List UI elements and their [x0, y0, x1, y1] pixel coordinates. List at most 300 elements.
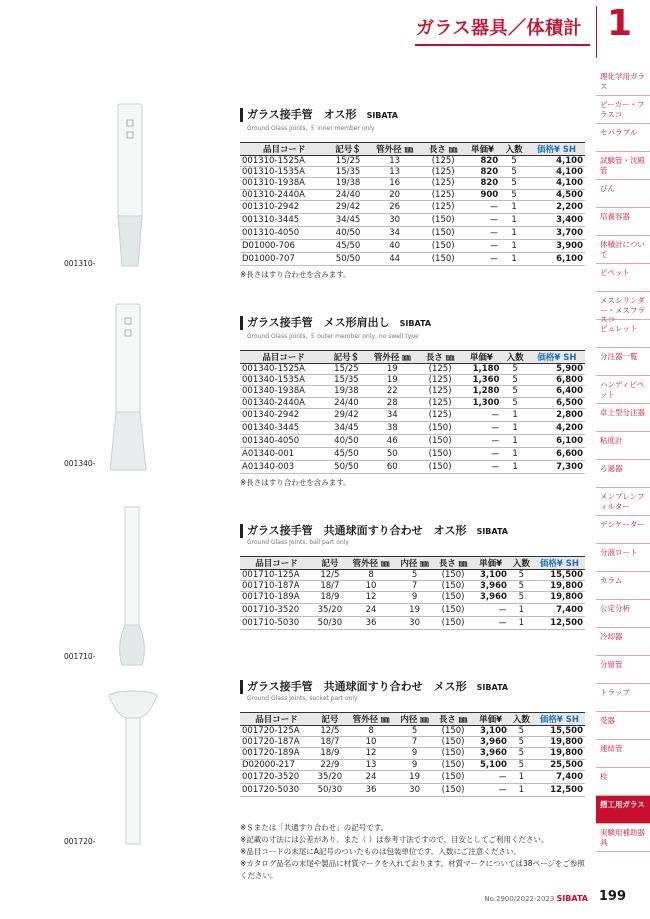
table-header: 記号	[313, 557, 347, 570]
table-row	[240, 570, 585, 581]
table-header: 管外径 ㎜	[366, 351, 419, 364]
table-cell: 19,800	[534, 592, 585, 603]
table-cell: 19	[395, 770, 433, 783]
brand-logo: SIBATA	[476, 683, 509, 692]
table-cell: 001310-2942	[240, 200, 329, 213]
table-cell: 5	[501, 364, 528, 375]
table-cell: (150)	[434, 616, 472, 629]
table-cell: 24	[347, 603, 396, 616]
table-cell: 001720-5030	[240, 783, 313, 796]
table-row	[240, 239, 585, 252]
table-cell: －	[472, 783, 509, 796]
table-cell: 12/5	[313, 570, 347, 581]
table-cell: 3,960	[472, 737, 509, 748]
footnote: ※＄または「共通すり合わせ」の記号です。	[240, 823, 389, 832]
table-cell: －	[472, 603, 509, 616]
table-cell: (150)	[434, 748, 472, 759]
table-cell: 1,280	[461, 386, 501, 397]
section-note: ※長さはすり合わせを含みます。	[240, 477, 351, 487]
table-cell: 36	[347, 616, 396, 629]
sidebar-item[interactable]: ハンディピペット	[596, 376, 650, 404]
sidebar-item[interactable]: ビーカー・フラスコ	[596, 96, 650, 124]
table-row	[240, 213, 585, 226]
table-cell: 6,500	[529, 397, 585, 408]
table-cell: (125)	[422, 156, 465, 167]
table-row	[240, 581, 585, 592]
table-cell: 40	[368, 239, 422, 252]
table-cell: 25,500	[534, 759, 585, 770]
table-cell: 001340-1535A	[240, 375, 327, 386]
table-cell: 1	[500, 239, 528, 252]
table-cell: 29/42	[329, 200, 368, 213]
table-cell: －	[461, 434, 501, 447]
table-cell: 30	[368, 213, 422, 226]
table-cell: 38	[366, 421, 419, 434]
table-cell: 12	[347, 748, 396, 759]
section-title-text: ガラス接手管 共通球面すり合わせ オス形	[247, 524, 467, 537]
section-female-joint	[240, 316, 585, 488]
table-cell: 20	[368, 189, 422, 200]
table-cell: 5,100	[472, 759, 509, 770]
table-cell: 7,400	[534, 770, 585, 783]
table-cell: 001720-3520	[240, 770, 313, 783]
product-image-001340	[106, 300, 150, 475]
section-title	[240, 108, 585, 122]
table-cell: (150)	[434, 603, 472, 616]
table-cell: 3,960	[472, 592, 509, 603]
table-cell: 5	[509, 570, 534, 581]
table-cell: 5	[500, 156, 528, 167]
sidebar-item[interactable]: 摺工用ガラス	[596, 796, 650, 824]
table-cell: 13	[347, 759, 396, 770]
table-cell: 12/5	[313, 726, 347, 737]
table-cell: 5	[500, 178, 528, 189]
table-cell: 5	[395, 726, 433, 737]
sidebar-item[interactable]: メンブレンフィルター	[596, 488, 650, 516]
table-cell: 900	[465, 189, 501, 200]
table-row	[240, 408, 585, 421]
sidebar-item[interactable]: 分液ロート	[596, 544, 650, 572]
table-header: 管外径 ㎜	[347, 557, 396, 570]
table-cell: 001720-125A	[240, 726, 313, 737]
table-header: 品目コード	[240, 557, 313, 570]
footnote: ※記載の寸法には公差があり、また（ ）は参考寸法ですので、目安としてご利用ください。	[240, 835, 549, 844]
brand-logo: SIBATA	[366, 111, 398, 120]
table-cell: 6,600	[529, 447, 585, 460]
table-cell: 13	[368, 156, 422, 167]
table-cell: (150)	[434, 770, 472, 783]
table-cell: 15/35	[327, 375, 365, 386]
sidebar-item[interactable]: 受器	[596, 712, 650, 740]
table-row	[240, 447, 585, 460]
table-cell: 34	[368, 226, 422, 239]
table-cell: (125)	[422, 189, 465, 200]
price-table	[240, 350, 585, 474]
sidebar-item[interactable]: メスシリンダー・メスフラスコ	[596, 292, 650, 320]
table-row	[240, 616, 585, 629]
table-cell: 10	[347, 581, 396, 592]
footer-brand: SIBATA	[556, 894, 588, 903]
table-cell: 45/50	[329, 239, 368, 252]
table-cell: 9	[395, 748, 433, 759]
section-subtitle: Ground Glass Joints, ＄ inner member only	[247, 125, 375, 132]
table-cell: 60	[366, 460, 419, 473]
sidebar-item[interactable]: 連結管	[596, 740, 650, 768]
table-row	[240, 386, 585, 397]
table-row	[240, 783, 585, 796]
table-header: 単価¥	[472, 713, 509, 726]
table-cell: －	[465, 239, 501, 252]
table-cell: (150)	[422, 252, 465, 265]
table-cell: －	[472, 616, 509, 629]
table-cell: 35/20	[313, 770, 347, 783]
table-cell: 50/30	[313, 616, 347, 629]
table-cell: 26	[368, 200, 422, 213]
table-cell: 16	[368, 178, 422, 189]
table-cell: (125)	[419, 364, 461, 375]
section-subtitle: Ground Glass Joints, ball part only	[247, 539, 349, 546]
table-cell: 001340-1938A	[240, 386, 327, 397]
table-cell: 7	[395, 581, 433, 592]
table-cell: 1	[501, 460, 528, 473]
table-cell: 5	[509, 581, 534, 592]
table-cell: (150)	[422, 213, 465, 226]
table-cell: 30	[395, 616, 433, 629]
table-cell: －	[465, 226, 501, 239]
table-cell: 4,200	[529, 421, 585, 434]
section-ball-joint-male	[240, 524, 585, 630]
footnote: ※カタログ品名の末尾や製品に材質マークを入れております。材質マークについては38ページをご参照ください。	[240, 859, 585, 880]
table-row	[240, 770, 585, 783]
table-cell: (125)	[419, 408, 461, 421]
sidebar-item[interactable]: 公定分析	[596, 600, 650, 628]
table-cell: (150)	[434, 726, 472, 737]
table-header: 入数	[509, 557, 534, 570]
table-header: 長さ ㎜	[434, 713, 472, 726]
table-header: 入数	[501, 351, 528, 364]
table-cell: 3,400	[528, 213, 585, 226]
table-cell: 5	[395, 570, 433, 581]
table-header: 単価¥	[461, 351, 501, 364]
table-cell: (125)	[422, 200, 465, 213]
table-cell: 1	[501, 434, 528, 447]
table-cell: 34/45	[329, 213, 368, 226]
sidebar-item[interactable]: デシケーター	[596, 516, 650, 544]
table-cell: 30	[395, 783, 433, 796]
table-cell: 24/40	[329, 189, 368, 200]
section-title-text: ガラス接手管 共通球面すり合わせ メス形	[247, 680, 467, 693]
table-cell: 1	[500, 200, 528, 213]
table-cell: 5	[509, 737, 534, 748]
table-cell: －	[465, 213, 501, 226]
table-cell: 5	[501, 386, 528, 397]
table-cell: 001710-187A	[240, 581, 313, 592]
section-subtitle: Ground Glass Joints, ＄ outer member only, no swell type	[247, 333, 419, 340]
table-cell: 22	[366, 386, 419, 397]
table-cell: 19,800	[534, 748, 585, 759]
table-cell: (150)	[434, 759, 472, 770]
table-cell: －	[461, 408, 501, 421]
footer-catalog	[484, 894, 588, 903]
table-header: 入数	[500, 143, 528, 156]
table-cell: 6,100	[528, 252, 585, 265]
product-id-label: 001340-	[64, 459, 96, 468]
product-id-label: 001310-	[64, 259, 96, 268]
footnotes	[240, 822, 590, 882]
table-cell: 001710-189A	[240, 592, 313, 603]
table-cell: 34	[366, 408, 419, 421]
table-cell: 15/35	[329, 167, 368, 178]
table-cell: (125)	[419, 397, 461, 408]
table-cell: 6,100	[529, 434, 585, 447]
page-number: 199	[598, 889, 626, 904]
table-row	[240, 737, 585, 748]
table-cell: (150)	[419, 434, 461, 447]
table-cell: 001310-4050	[240, 226, 329, 239]
table-cell: 40/50	[329, 226, 368, 239]
table-header: 記号＄	[327, 351, 365, 364]
table-cell: (125)	[419, 386, 461, 397]
table-cell: 5,900	[529, 364, 585, 375]
sidebar-item[interactable]: びん	[596, 180, 650, 208]
price-table	[240, 556, 585, 630]
section-title	[240, 680, 585, 694]
table-cell: (150)	[422, 226, 465, 239]
table-cell: 6,800	[529, 375, 585, 386]
table-header: 価格¥ SH	[529, 351, 585, 364]
table-cell: 7,400	[534, 603, 585, 616]
table-cell: 5	[509, 592, 534, 603]
table-header: 品目コード	[240, 351, 327, 364]
table-row	[240, 167, 585, 178]
sidebar-item[interactable]: ピペット	[596, 264, 650, 292]
table-cell: 001310-3445	[240, 213, 329, 226]
table-cell: 1	[501, 421, 528, 434]
table-cell: 001310-2440A	[240, 189, 329, 200]
sidebar-item[interactable]: 卓上型分注器	[596, 404, 650, 432]
price-table	[240, 142, 585, 266]
table-cell: 1	[500, 213, 528, 226]
sidebar-item[interactable]: 実験用補助器具	[596, 824, 650, 852]
table-header: 品目コード	[240, 143, 329, 156]
table-cell: 8	[347, 726, 396, 737]
table-cell: －	[465, 252, 501, 265]
sidebar-item[interactable]: ろ過器	[596, 460, 650, 488]
table-cell: 7,300	[529, 460, 585, 473]
table-header: 管外径 ㎜	[347, 713, 396, 726]
table-cell: D02000-217	[240, 759, 313, 770]
table-cell: 2,200	[528, 200, 585, 213]
table-row	[240, 364, 585, 375]
table-cell: 5	[509, 726, 534, 737]
table-row	[240, 375, 585, 386]
table-cell: 40/50	[327, 434, 365, 447]
sidebar-item[interactable]: ビュレット	[596, 320, 650, 348]
table-header: 長さ ㎜	[422, 143, 465, 156]
product-image-001710	[112, 505, 152, 670]
table-cell: －	[472, 770, 509, 783]
table-cell: 1	[501, 408, 528, 421]
table-cell: 12,500	[534, 616, 585, 629]
table-cell: 5	[509, 759, 534, 770]
sidebar-item[interactable]: 分留管	[596, 656, 650, 684]
table-cell: 3,960	[472, 581, 509, 592]
table-cell: 001340-2440A	[240, 397, 327, 408]
table-cell: 6,400	[529, 386, 585, 397]
table-row	[240, 189, 585, 200]
table-cell: 19	[366, 364, 419, 375]
table-cell: 2,800	[529, 408, 585, 421]
sidebar-item[interactable]: 培養容器	[596, 208, 650, 236]
table-header: 記号＄	[329, 143, 368, 156]
sidebar-item[interactable]: トラップ	[596, 684, 650, 712]
table-cell: 3,700	[528, 226, 585, 239]
table-header: 記号	[313, 713, 347, 726]
sidebar-item[interactable]: 栓	[596, 768, 650, 796]
table-cell: 34/45	[327, 421, 365, 434]
table-cell: 35/20	[313, 603, 347, 616]
table-cell: A01340-003	[240, 460, 327, 473]
table-cell: 19/38	[327, 386, 365, 397]
brand-logo: SIBATA	[476, 527, 508, 536]
table-header: 価格¥ SH	[534, 557, 585, 570]
table-cell: 29/42	[327, 408, 365, 421]
header-divider	[596, 6, 597, 58]
table-cell: 5	[501, 375, 528, 386]
table-header: 長さ ㎜	[434, 557, 472, 570]
sidebar-item[interactable]: 粘度計	[596, 432, 650, 460]
table-row	[240, 252, 585, 265]
table-cell: 1,300	[461, 397, 501, 408]
table-cell: 3,960	[472, 748, 509, 759]
table-row	[240, 759, 585, 770]
table-header: 管外径 ㎜	[368, 143, 422, 156]
table-cell: (125)	[422, 167, 465, 178]
table-cell: 001720-187A	[240, 737, 313, 748]
table-cell: 001310-1525A	[240, 156, 329, 167]
table-cell: 19	[366, 375, 419, 386]
table-cell: 001710-125A	[240, 570, 313, 581]
table-cell: 1,360	[461, 375, 501, 386]
sidebar-item[interactable]: カラム	[596, 572, 650, 600]
table-cell: (150)	[422, 239, 465, 252]
section-subtitle: Ground Glass Joints, socket part only	[247, 695, 358, 702]
table-cell: 19,800	[534, 737, 585, 748]
table-cell: 50	[366, 447, 419, 460]
table-cell: 18/9	[313, 592, 347, 603]
section-title-text: ガラス接手管 メス形肩出し	[247, 316, 390, 329]
table-row	[240, 726, 585, 737]
table-header: 入数	[509, 713, 534, 726]
table-cell: 50/50	[329, 252, 368, 265]
table-row	[240, 603, 585, 616]
table-cell: 3,100	[472, 570, 509, 581]
table-cell: 15,500	[534, 726, 585, 737]
table-cell: 15,500	[534, 570, 585, 581]
table-cell: 36	[347, 783, 396, 796]
table-cell: 1	[509, 783, 534, 796]
header-rule	[415, 44, 590, 46]
table-cell: 15/25	[327, 364, 365, 375]
table-cell: 5	[501, 397, 528, 408]
table-cell: 19	[395, 603, 433, 616]
table-cell: 1	[501, 447, 528, 460]
table-cell: 18/7	[313, 737, 347, 748]
table-cell: 4,100	[528, 156, 585, 167]
table-cell: (125)	[419, 375, 461, 386]
table-row	[240, 200, 585, 213]
section-title-text: ガラス接手管 オス形	[247, 108, 357, 121]
sidebar-item[interactable]: 理化学用ガラス	[596, 68, 650, 96]
section-male-joint	[240, 108, 585, 280]
table-cell: 4,100	[528, 167, 585, 178]
sidebar-item[interactable]: 試験管・沈殿管	[596, 152, 650, 180]
table-cell: 1	[500, 252, 528, 265]
table-cell: 001340-3445	[240, 421, 327, 434]
table-cell: 3,100	[472, 726, 509, 737]
table-cell: 12,500	[534, 783, 585, 796]
table-cell: 19,800	[534, 581, 585, 592]
table-cell: 12	[347, 592, 396, 603]
table-cell: 1	[509, 603, 534, 616]
table-cell: 18/9	[313, 748, 347, 759]
table-header: 単価¥	[465, 143, 501, 156]
sidebar-item[interactable]: 体積計について	[596, 236, 650, 264]
table-row	[240, 460, 585, 473]
table-cell: 5	[509, 748, 534, 759]
table-cell: 001710-3520	[240, 603, 313, 616]
table-cell: 24/40	[327, 397, 365, 408]
table-cell: 1	[509, 616, 534, 629]
product-id-label: 001720-	[64, 837, 96, 846]
product-id-label: 001710-	[64, 652, 96, 661]
table-cell: 1	[500, 226, 528, 239]
sidebar-item[interactable]: セパラブル	[596, 124, 650, 152]
table-cell: 15/25	[329, 156, 368, 167]
table-cell: 820	[465, 156, 501, 167]
table-row	[240, 748, 585, 759]
table-cell: 001310-1938A	[240, 178, 329, 189]
table-cell: 13	[368, 167, 422, 178]
product-image-001720	[105, 688, 161, 848]
table-cell: (150)	[419, 447, 461, 460]
table-cell: －	[461, 421, 501, 434]
table-cell: －	[465, 200, 501, 213]
table-cell: 44	[368, 252, 422, 265]
section-title	[240, 524, 585, 538]
table-cell: 9	[395, 592, 433, 603]
section-ball-joint-female	[240, 680, 585, 797]
header-title: ガラス器具／体積計	[416, 18, 582, 39]
table-cell: 19/38	[329, 178, 368, 189]
table-cell: 24	[347, 770, 396, 783]
table-cell: 820	[465, 178, 501, 189]
table-cell: D01000-707	[240, 252, 329, 265]
price-table	[240, 712, 585, 797]
sidebar-item[interactable]: 冷却器	[596, 628, 650, 656]
table-row	[240, 434, 585, 447]
table-cell: (150)	[434, 737, 472, 748]
table-cell: (150)	[434, 570, 472, 581]
table-cell: (125)	[422, 178, 465, 189]
section-title	[240, 316, 585, 330]
table-row	[240, 397, 585, 408]
table-cell: 22/9	[313, 759, 347, 770]
sidebar-item[interactable]: 分注器一覧	[596, 348, 650, 376]
table-cell: 50/30	[313, 783, 347, 796]
table-row	[240, 156, 585, 167]
table-cell: 7	[395, 737, 433, 748]
